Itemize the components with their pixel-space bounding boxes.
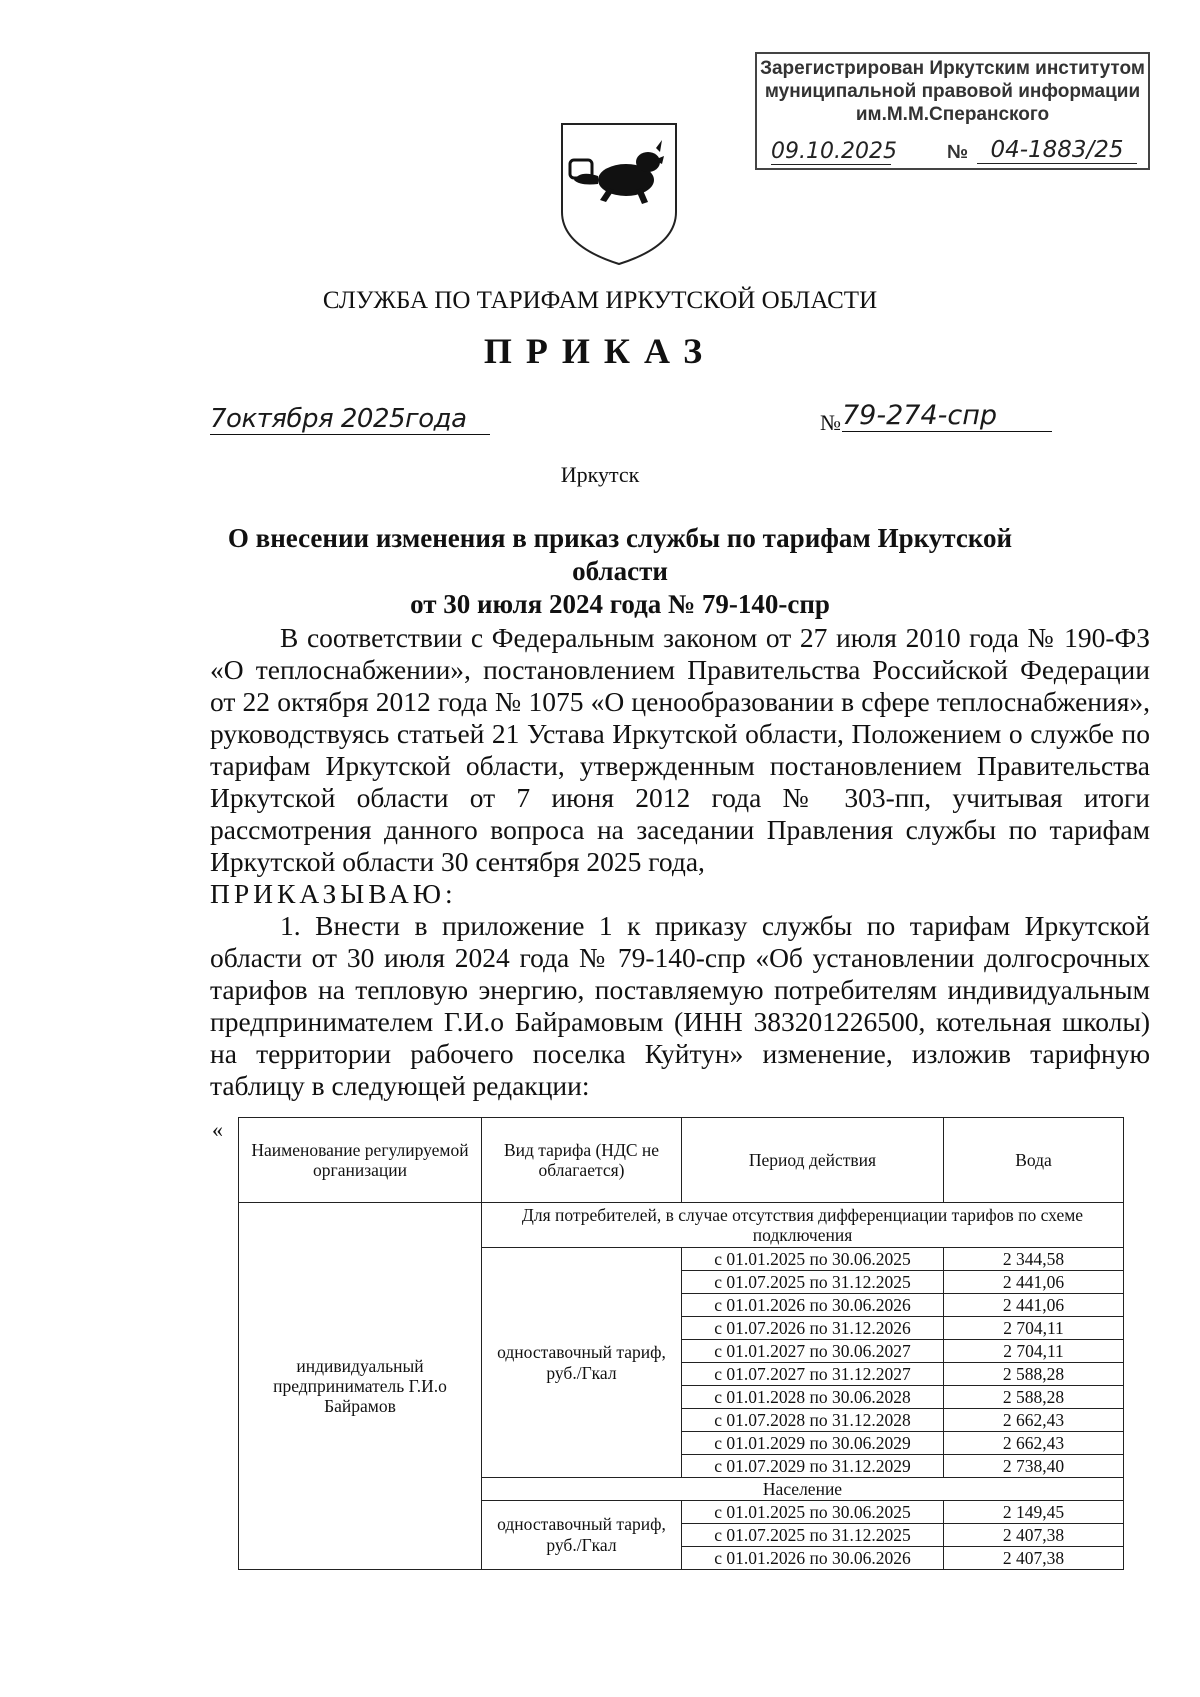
- value-cell: 2 704,11: [944, 1317, 1124, 1340]
- value-cell: 2 662,43: [944, 1409, 1124, 1432]
- header-period: Период действия: [682, 1118, 944, 1203]
- coat-of-arms-icon: [556, 120, 682, 268]
- period-cell: с 01.07.2025 по 31.12.2025: [682, 1524, 944, 1547]
- period-cell: с 01.01.2027 по 30.06.2027: [682, 1340, 944, 1363]
- stamp-line-2: муниципальной правовой информации: [764, 81, 1141, 102]
- city: Иркутск: [560, 462, 640, 487]
- value-cell: 2 738,40: [944, 1455, 1124, 1478]
- order-date: 7октября 2025года: [210, 404, 490, 435]
- open-quote: «: [212, 1117, 223, 1142]
- registration-stamp: [755, 52, 1150, 170]
- title-line-2: от 30 июля 2024 года № 79-140-спр: [410, 589, 830, 619]
- period-cell: с 01.01.2026 по 30.06.2026: [682, 1294, 944, 1317]
- clause-1-paragraph: 1. Внести в приложение 1 к приказу службы по тарифам Иркутской области от 30 июля 2024 года № 79-140-спр «Об установлении долгосрочных тарифов на тепловую энергию, поставляемую потребителям индивидуальным предпринимателем Г.И.о Байрамовым (ИНН 383201226500, котельная школы) на территории рабочего поселка Куйтун» изменение, изложив тарифную таблицу в следующей редакции:: [210, 910, 1150, 1101]
- preamble-paragraph: В соответствии с Федеральным законом от 27 июля 2010 года № 190-ФЗ «О теплоснабжении», постановлением Правительства Российской Федерации от 22 октября 2012 года № 1075 «О ценообразовании в сфере теплоснабжения», руководствуясь статьей 21 Устава Иркутской области, Положением о службе по тарифам Иркутской области, утвержденным постановлением Правительства Иркутской области от 7 июня 2012 года № 303-пп, учитывая итоги рассмотрения данного вопроса на заседании Правления службы по тарифам Иркутской области 30 сентября 2025 года,: [210, 622, 1150, 877]
- order-number-label: №: [820, 410, 841, 435]
- document-body: [210, 622, 1150, 1102]
- group-2-title: Население: [482, 1478, 1124, 1501]
- period-cell: с 01.07.2027 по 31.12.2027: [682, 1363, 944, 1386]
- tariff-table: [238, 1117, 1124, 1570]
- period-cell: с 01.01.2026 по 30.06.2026: [682, 1547, 944, 1570]
- group-1-tariff-type: одноставочный тариф, руб./Гкал: [482, 1248, 682, 1478]
- title-line-1: О внесении изменения в приказ службы по тарифам Иркутской области: [227, 523, 1013, 586]
- period-cell: с 01.07.2029 по 31.12.2029: [682, 1455, 944, 1478]
- stamp-number-label: №: [947, 142, 969, 163]
- document-type: ПРИКАЗ: [483, 331, 717, 371]
- value-cell: 2 149,45: [944, 1501, 1124, 1524]
- period-cell: с 01.07.2026 по 31.12.2026: [682, 1317, 944, 1340]
- header-water: Вода: [944, 1118, 1124, 1203]
- value-cell: 2 441,06: [944, 1271, 1124, 1294]
- value-cell: 2 662,43: [944, 1432, 1124, 1455]
- stamp-line-1: Зарегистрирован Иркутским институтом: [760, 58, 1145, 79]
- value-cell: 2 407,38: [944, 1524, 1124, 1547]
- value-cell: 2 441,06: [944, 1294, 1124, 1317]
- order-word: ПРИКАЗЫВАЮ:: [210, 878, 457, 909]
- period-cell: с 01.07.2025 по 31.12.2025: [682, 1271, 944, 1294]
- period-cell: с 01.01.2025 по 30.06.2025: [682, 1248, 944, 1271]
- group-1-title: Для потребителей, в случае отсутствия дифференциации тарифов по схеме подключения: [482, 1203, 1124, 1248]
- table-header-row: [239, 1118, 1124, 1203]
- stamp-date: 09.10.2025: [771, 139, 897, 164]
- organization-name: СЛУЖБА ПО ТАРИФАМ ИРКУТСКОЙ ОБЛАСТИ: [322, 287, 878, 314]
- value-cell: 2 407,38: [944, 1547, 1124, 1570]
- value-cell: 2 704,11: [944, 1340, 1124, 1363]
- stamp-line-3: им.М.М.Сперанского: [855, 104, 1050, 125]
- value-cell: 2 588,28: [944, 1363, 1124, 1386]
- value-cell: 2 588,28: [944, 1386, 1124, 1409]
- org-name-cell: индивидуальный предприниматель Г.И.о Байрамов: [239, 1203, 482, 1570]
- period-cell: с 01.07.2028 по 31.12.2028: [682, 1409, 944, 1432]
- period-cell: с 01.01.2029 по 30.06.2029: [682, 1432, 944, 1455]
- header-tariff-type: Вид тарифа (НДС не облагается): [482, 1118, 682, 1203]
- period-cell: с 01.01.2028 по 30.06.2028: [682, 1386, 944, 1409]
- group-1-title-row: [239, 1203, 1124, 1248]
- period-cell: с 01.01.2025 по 30.06.2025: [682, 1501, 944, 1524]
- order-number: 79-274-спр: [842, 400, 1052, 432]
- stamp-number: 04-1883/25: [977, 137, 1137, 164]
- header-org: Наименование регулируемой организации: [239, 1118, 482, 1203]
- value-cell: 2 344,58: [944, 1248, 1124, 1271]
- group-2-tariff-type: одноставочный тариф, руб./Гкал: [482, 1501, 682, 1570]
- document-title: [180, 522, 1060, 621]
